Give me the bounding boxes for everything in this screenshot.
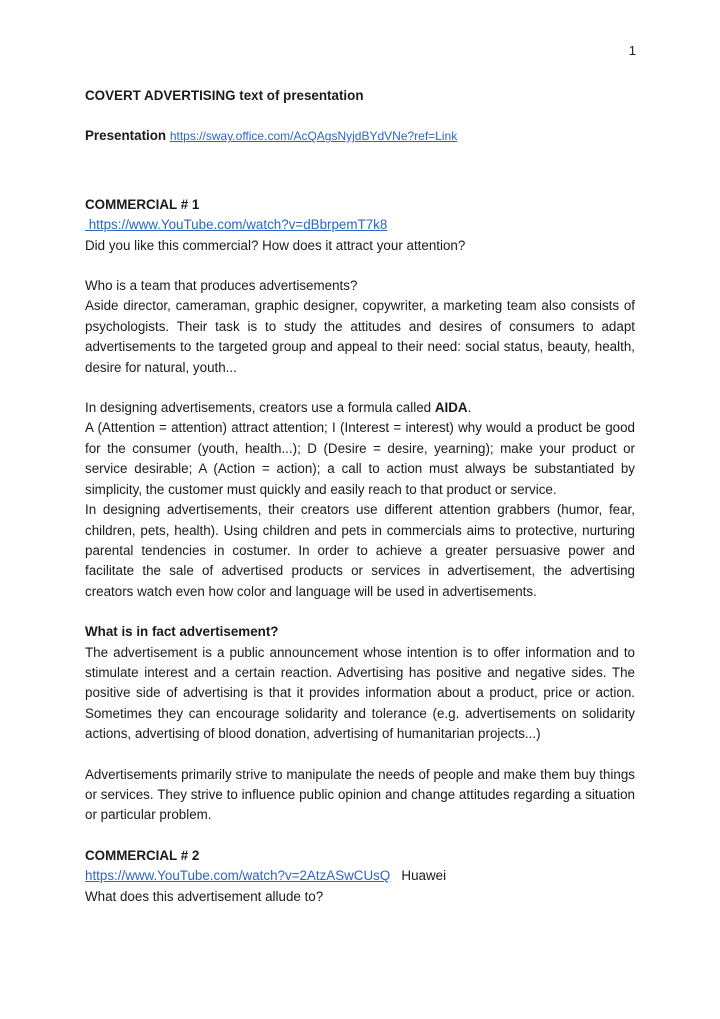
commercial-1-link[interactable]: https://www.YouTube.com/watch?v=dBbrpemT7k8 bbox=[85, 217, 388, 233]
document-body bbox=[85, 86, 635, 907]
aida-explanation: A (Attention = attention) attract attention; I (Interest = interest) why would a product be good for the consumer (youth, health...); D (Desire = desire, yearning); make your product or service desirable; A (Action = action); a call to action must always be substantiated by simplicity, the customer must quickly and easily reach to that product or service. bbox=[85, 420, 635, 497]
commercial-2-brand: Huawei bbox=[390, 868, 447, 884]
attention-grabbers: In designing advertisements, their creators use different attention grabbers (humor, fear, children, pets, health). Using children and pets in commercials aims to protective, nurturing parental tendencies in costumer. In order to achieve a greater persuasive power and facilitate the sale of advertised products or services in advertisement, the advertising creators watch even how color and language will be used in advertisements. bbox=[85, 502, 635, 599]
document-title: COVERT ADVERTISING text of presentation bbox=[85, 88, 364, 103]
commercial-2-link[interactable]: https://www.YouTube.com/watch?v=2AtzASwCUsQ bbox=[85, 868, 391, 884]
aida-intro: In designing advertisements, creators use a formula called bbox=[85, 400, 435, 416]
commercial-2-heading: COMMERCIAL # 2 bbox=[85, 847, 200, 863]
manipulation-paragraph: Advertisements primarily strive to manipulate the needs of people and make them buy things or services. They strive to influence public opinion and change attitudes regarding a situation or particular problem. bbox=[85, 766, 635, 823]
team-question: Who is a team that produces advertisements? bbox=[85, 278, 358, 294]
presentation-link[interactable]: https://sway.office.com/AcQAgsNyjdBYdVNe?ref=Link bbox=[169, 129, 458, 144]
definition-body: The advertisement is a public announcement whose intention is to offer information and to stimulate interest and a certain reaction. Advertising has positive and negative sides. The positive side of advertising is that it provides information about a product, price or action. Sometimes they can encourage solidarity and tolerance (e.g. advertisements on solidarity actions, advertising of blood donation, advertising of humanitarian projects...) bbox=[85, 644, 635, 742]
aida-period: . bbox=[467, 400, 472, 416]
presentation-label: Presentation bbox=[85, 128, 167, 144]
aida-term: AIDA bbox=[434, 400, 468, 416]
commercial-2-link-line bbox=[85, 866, 635, 886]
presentation-line bbox=[85, 126, 635, 146]
commercial-2-question: What does this advertisement allude to? bbox=[85, 888, 324, 904]
aida-intro-line bbox=[85, 398, 635, 418]
team-answer: Aside director, cameraman, graphic designer, copywriter, a marketing team also consists of psychologists. Their task is to study the attitudes and desires of consumers to adapt advertisements to the targeted group and appeal to their need: social status, beauty, health, desire for natural, youth... bbox=[85, 298, 635, 375]
commercial-1-question: Did you like this commercial? How does it attract your attention? bbox=[85, 237, 466, 253]
commercial-1-heading: COMMERCIAL # 1 bbox=[85, 196, 200, 212]
definition-heading: What is in fact advertisement? bbox=[85, 624, 279, 640]
page-number: 1 bbox=[628, 43, 636, 58]
